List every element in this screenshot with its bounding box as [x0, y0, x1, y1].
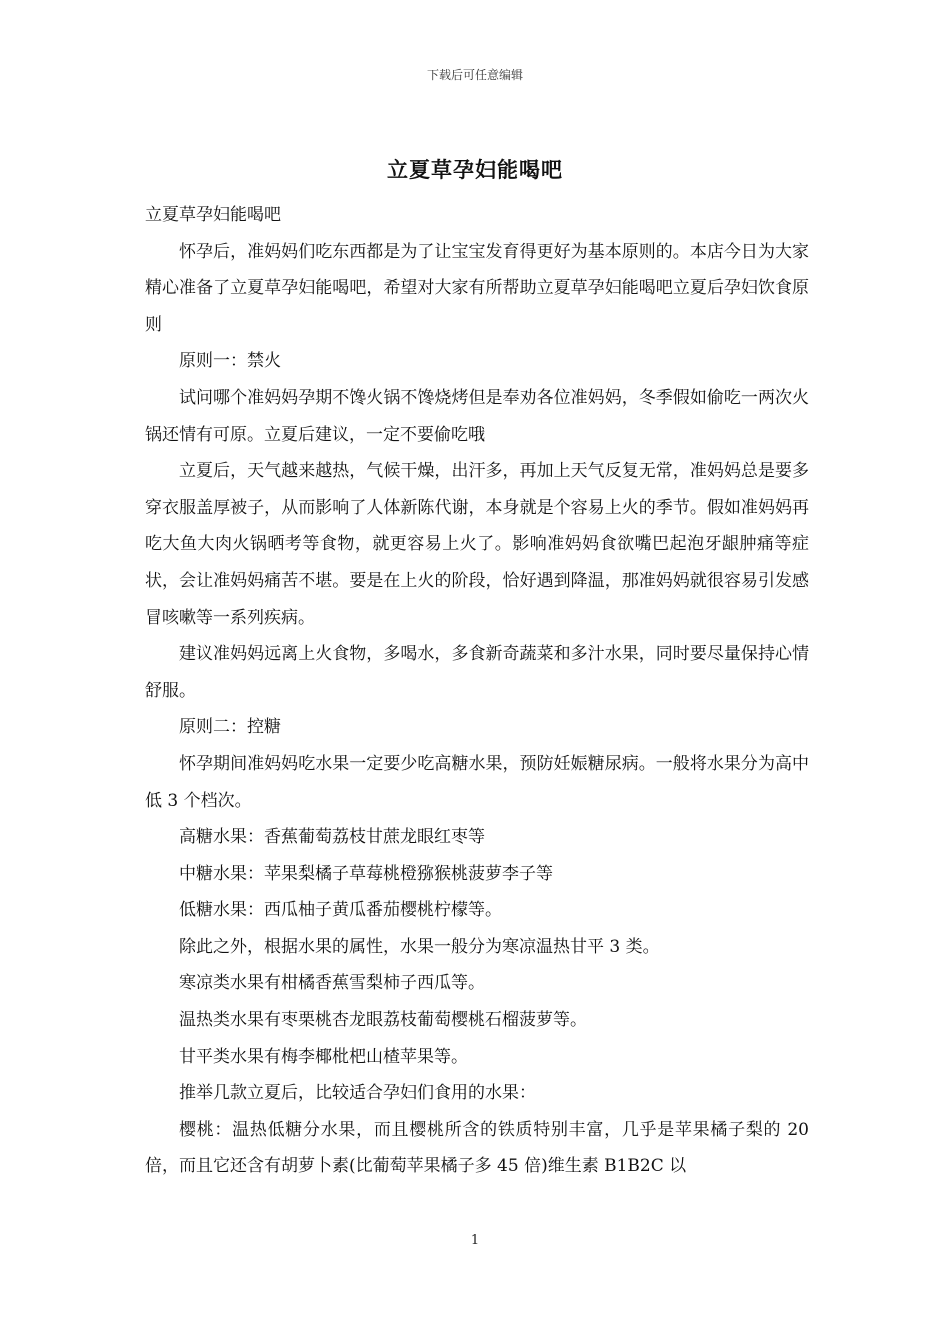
- paragraph: 除此之外，根据水果的属性，水果一般分为寒凉温热甘平 3 类。: [179, 936, 660, 957]
- paragraph: 试问哪个准妈妈孕期不馋火锅不馋烧烤但是奉劝各位准妈妈，冬季假如偷吃一两次火锅还情有可原。立夏后建议，一定不要偷吃哦: [145, 387, 809, 445]
- paragraph: 推举几款立夏后，比较适合孕妇们食用的水果：: [179, 1083, 536, 1104]
- page-number: 1: [470, 1233, 480, 1248]
- paragraph-cherry: 樱桃：温热低糖分水果，而且樱桃所含的铁质特别丰富，几乎是苹果橘子梨的 20 倍，而且它还含有胡萝卜素(比葡萄苹果橘子多 45 倍)维生素 B1B2C 以: [145, 1119, 809, 1177]
- list-item-neutral-fruits: 甘平类水果有梅李椰枇杷山楂苹果等。: [179, 1046, 468, 1067]
- list-item-warm-fruits: 温热类水果有枣栗桃杏龙眼荔枝葡萄樱桃石榴菠萝等。: [179, 1010, 587, 1031]
- section-heading-principle-1: 原则一：禁火: [179, 351, 281, 372]
- document-body: [145, 197, 809, 1185]
- page-header-note: 下载后可任意编辑: [426, 68, 523, 82]
- list-item-medium-sugar: 中糖水果：苹果梨橘子草莓桃橙猕猴桃菠萝李子等: [179, 863, 553, 884]
- paragraph-subtitle: 立夏草孕妇能喝吧: [145, 205, 281, 225]
- list-item-low-sugar: 低糖水果：西瓜柚子黄瓜番茄樱桃柠檬等。: [179, 900, 502, 921]
- paragraph: 怀孕期间准妈妈吃水果一定要少吃高糖水果，预防妊娠糖尿病。一般将水果分为高中低 3 个档次。: [145, 753, 809, 811]
- document-title: 立夏草孕妇能喝吧: [387, 157, 563, 182]
- section-heading-principle-2: 原则二：控糖: [179, 717, 281, 738]
- paragraph-intro: 怀孕后，准妈妈们吃东西都是为了让宝宝发育得更好为基本原则的。本店今日为大家精心准备了立夏草孕妇能喝吧，希望对大家有所帮助立夏草孕妇能喝吧立夏后孕妇饮食原则: [145, 241, 809, 335]
- paragraph: 建议准妈妈远离上火食物，多喝水，多食新奇蔬菜和多汁水果，同时要尽量保持心情舒服。: [145, 644, 809, 701]
- list-item-high-sugar: 高糖水果：香蕉葡萄荔枝甘蔗龙眼红枣等: [179, 827, 485, 848]
- paragraph: 立夏后，天气越来越热，气候干燥，出汗多，再加上天气反复无常，准妈妈总是要多穿衣服盖厚被子，从而影响了人体新陈代谢，本身就是个容易上火的季节。假如准妈妈再吃大鱼大肉火锅晒考等食物，就更容易上火了。影响准妈妈食欲嘴巴起泡牙龈肿痛等症状，会让准妈妈痛苦不堪。要是在上火的阶段，恰好遇到降温，那准妈妈就很容易引发感冒咳嗽等一系列疾病。: [145, 461, 809, 628]
- list-item-cold-fruits: 寒凉类水果有柑橘香蕉雪梨柿子西瓜等。: [179, 973, 485, 994]
